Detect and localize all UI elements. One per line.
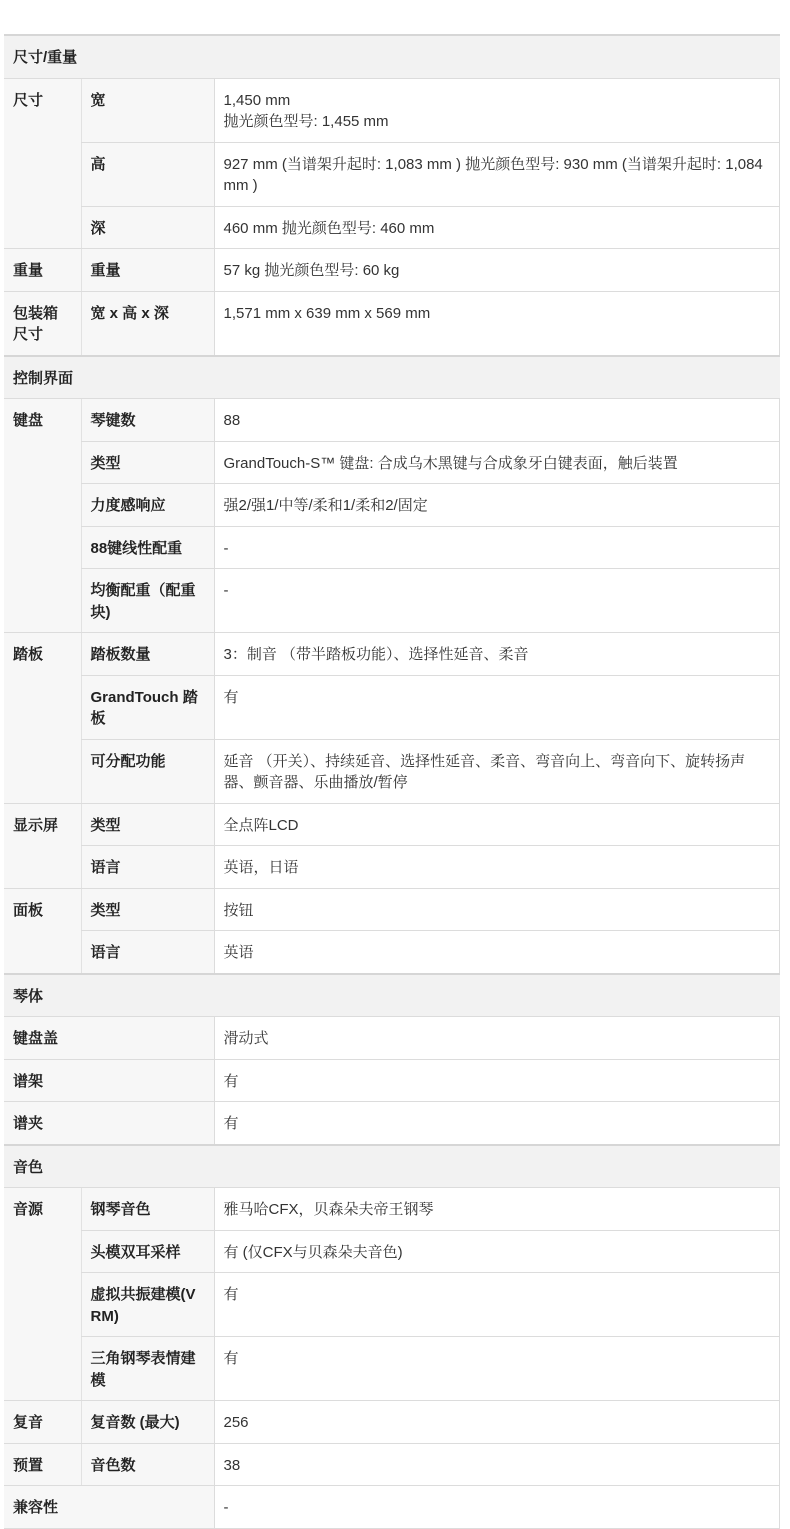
row-value: - <box>214 526 780 569</box>
category-label: 重量 <box>4 249 81 292</box>
row-value: 延音 （开关）、持续延音、选择性延音、柔音、弯音向上、弯音向下、旋转扬声器、颤音器、乐曲播放/暂停 <box>214 739 780 803</box>
section-title: 尺寸/重量 <box>4 35 780 78</box>
row-value: 256 <box>214 1401 780 1444</box>
section-header-voices <box>4 1145 780 1188</box>
row-label: 语言 <box>81 846 214 889</box>
row-value: 有 <box>214 1337 780 1401</box>
table-row <box>4 846 780 889</box>
row-label: 类型 <box>81 441 214 484</box>
category-label: 键盘 <box>4 399 81 633</box>
category-label: 踏板 <box>4 633 81 804</box>
row-label: 语言 <box>81 931 214 974</box>
row-value: 按钮 <box>214 888 780 931</box>
row-label: 深 <box>81 206 214 249</box>
row-value: 英语，日语 <box>214 846 780 889</box>
table-row <box>4 1443 780 1486</box>
table-row <box>4 1102 780 1145</box>
row-value: 57 kg 抛光颜色型号: 60 kg <box>214 249 780 292</box>
table-row <box>4 399 780 442</box>
row-label: 头模双耳采样 <box>81 1230 214 1273</box>
row-value: 有 <box>214 1273 780 1337</box>
category-label: 兼容性 <box>4 1486 214 1529</box>
row-value: 全点阵LCD <box>214 803 780 846</box>
table-row <box>4 484 780 527</box>
row-value: 38 <box>214 1443 780 1486</box>
row-label: 类型 <box>81 803 214 846</box>
row-label: 复音数 (最大) <box>81 1401 214 1444</box>
row-label: 均衡配重（配重块) <box>81 569 214 633</box>
table-row <box>4 675 780 739</box>
row-value: GrandTouch-S™ 键盘: 合成乌木黑键与合成象牙白键表面，触后装置 <box>214 441 780 484</box>
row-value: 927 mm (当谱架升起时: 1,083 mm ) 抛光颜色型号: 930 mm (当谱架升起时: 1,084 mm ) <box>214 142 780 206</box>
table-row <box>4 633 780 676</box>
row-label: 三角钢琴表情建模 <box>81 1337 214 1401</box>
table-row <box>4 739 780 803</box>
spec-table <box>4 34 780 1529</box>
row-label: 可分配功能 <box>81 739 214 803</box>
category-label: 复音 <box>4 1401 81 1444</box>
row-value: 英语 <box>214 931 780 974</box>
table-row <box>4 931 780 974</box>
row-value: 滑动式 <box>214 1017 780 1060</box>
row-label: 宽 x 高 x 深 <box>81 291 214 356</box>
table-row <box>4 1273 780 1337</box>
category-label: 尺寸 <box>4 78 81 249</box>
row-value: 有 (仅CFX与贝森朵夫音色) <box>214 1230 780 1273</box>
row-label: 虚拟共振建模(VRM) <box>81 1273 214 1337</box>
category-label: 面板 <box>4 888 81 974</box>
row-value: 雅马哈CFX，贝森朵夫帝王钢琴 <box>214 1188 780 1231</box>
row-value <box>214 78 780 142</box>
category-label: 预置 <box>4 1443 81 1486</box>
table-row <box>4 1337 780 1401</box>
row-value: 88 <box>214 399 780 442</box>
category-label: 谱架 <box>4 1059 214 1102</box>
row-label: 88键线性配重 <box>81 526 214 569</box>
table-row <box>4 1188 780 1231</box>
section-header-size <box>4 35 780 78</box>
section-header-control <box>4 356 780 399</box>
table-row <box>4 441 780 484</box>
table-row <box>4 142 780 206</box>
table-row <box>4 1230 780 1273</box>
category-label: 谱夹 <box>4 1102 214 1145</box>
row-label: 音色数 <box>81 1443 214 1486</box>
table-row <box>4 1486 780 1529</box>
row-label: 类型 <box>81 888 214 931</box>
value-line: 抛光颜色型号: 1,455 mm <box>223 113 389 130</box>
row-value: 强2/强1/中等/柔和1/柔和2/固定 <box>214 484 780 527</box>
value-line: 1,450 mm <box>223 91 291 109</box>
row-value: - <box>214 569 780 633</box>
table-row <box>4 1401 780 1444</box>
row-label: GrandTouch 踏板 <box>81 675 214 739</box>
table-row <box>4 1059 780 1102</box>
table-row <box>4 291 780 356</box>
category-label: 显示屏 <box>4 803 81 888</box>
row-value: 有 <box>214 1059 780 1102</box>
row-value: 有 <box>214 675 780 739</box>
row-label: 高 <box>81 142 214 206</box>
section-title: 琴体 <box>4 974 780 1017</box>
table-row <box>4 888 780 931</box>
row-label: 宽 <box>81 78 214 142</box>
row-value: 3：制音 （带半踏板功能）、选择性延音、柔音 <box>214 633 780 676</box>
section-title: 控制界面 <box>4 356 780 399</box>
row-label: 琴键数 <box>81 399 214 442</box>
row-value: 有 <box>214 1102 780 1145</box>
category-label: 包装箱尺寸 <box>4 291 81 356</box>
table-row <box>4 526 780 569</box>
row-label: 钢琴音色 <box>81 1188 214 1231</box>
row-value: 1,571 mm x 639 mm x 569 mm <box>214 291 780 356</box>
row-value: - <box>214 1486 780 1529</box>
category-label: 键盘盖 <box>4 1017 214 1060</box>
table-row <box>4 78 780 142</box>
table-row <box>4 206 780 249</box>
section-header-body <box>4 974 780 1017</box>
table-row <box>4 803 780 846</box>
table-row <box>4 1017 780 1060</box>
row-label: 踏板数量 <box>81 633 214 676</box>
row-value: 460 mm 抛光颜色型号: 460 mm <box>214 206 780 249</box>
table-row <box>4 249 780 292</box>
row-label: 重量 <box>81 249 214 292</box>
category-label: 音源 <box>4 1188 81 1401</box>
table-row <box>4 569 780 633</box>
section-title: 音色 <box>4 1145 780 1188</box>
row-label: 力度感响应 <box>81 484 214 527</box>
